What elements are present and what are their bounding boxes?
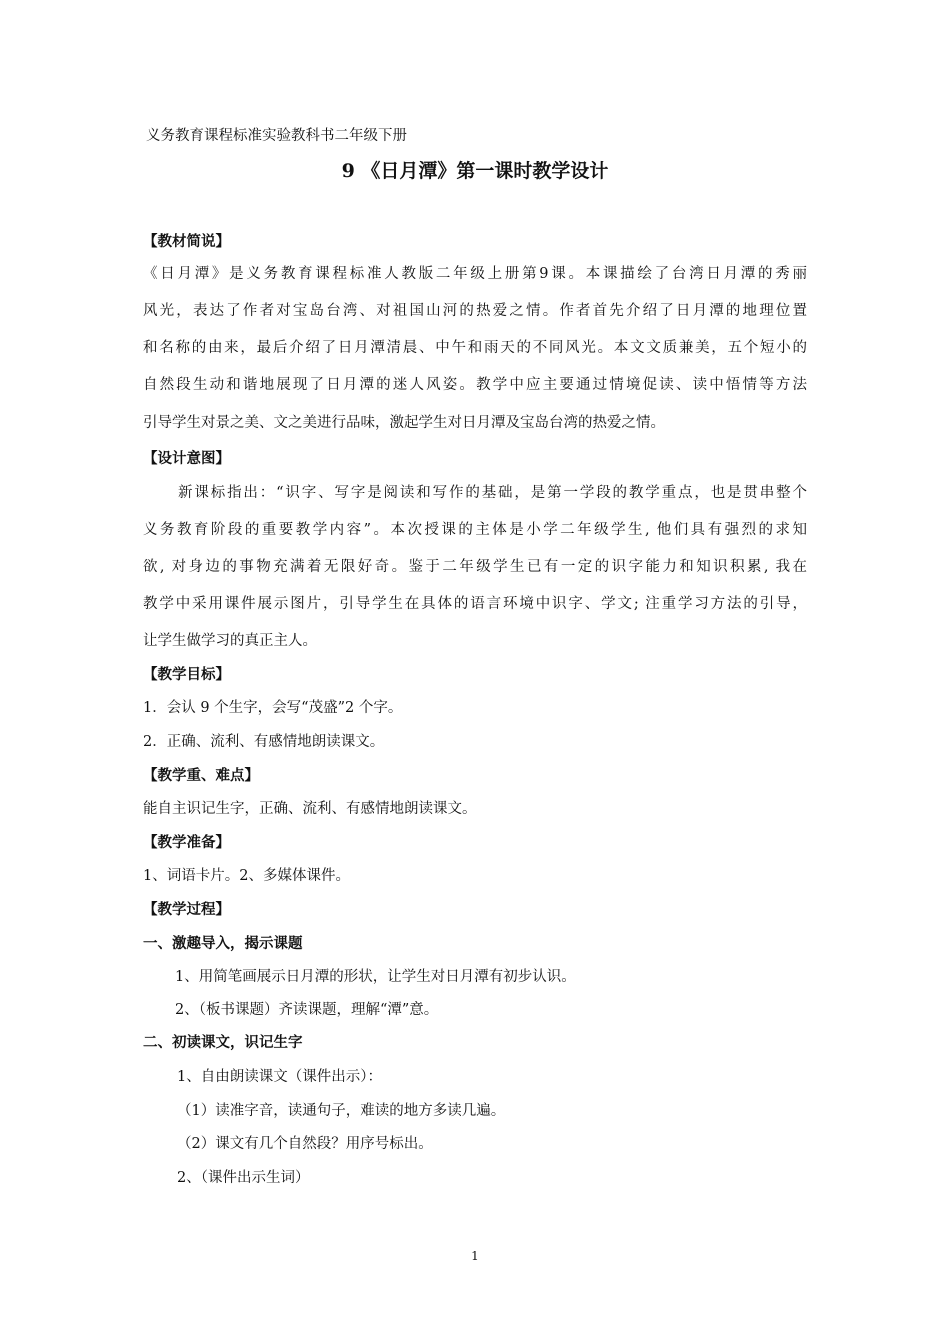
intent-line-4: 教学中采用课件展示图片，引导学生在具体的语言环境中识字、学文; 注重学习方法的引导， [143,596,807,612]
section-heading-process: 【教学过程】 [143,901,230,918]
section-heading-goals: 【教学目标】 [143,666,230,683]
process-part2-subitem-1: （1）读准字音，读通句子，难读的地方多读几遍。 [177,1103,506,1119]
intent-line-2: 义务教育阶段的重要教学内容”。本次授课的主体是小学二年级学生, 他们具有强烈的求知 [143,522,807,538]
material-line-4: 自然段生动和谐地展现了日月潭的迷人风姿。教学中应主要通过情境促读、读中悟情等方法 [143,377,807,393]
process-part2-heading: 二、初读课文，识记生字 [143,1034,303,1051]
document-subtitle: 义务教育课程标准实验教科书二年级下册 [146,128,407,144]
prep-text: 1、词语卡片。2、多媒体课件。 [143,868,350,884]
material-line-2: 风光，表达了作者对宝岛台湾、对祖国山河的热爱之情。作者首先介绍了日月潭的地理位置 [143,303,807,319]
material-line-1: 《日月潭》是义务教育课程标准人教版二年级上册第9课。本课描绘了台湾日月潭的秀丽 [143,266,807,282]
process-part1-heading: 一、激趣导入，揭示课题 [143,935,303,952]
process-part2-step-1: 1、自由朗读课文（课件出示）： [177,1069,382,1085]
intent-line-3: 欲, 对身边的事物充满着无限好奇。鉴于二年级学生已有一定的识字能力和知识积累, 我在 [143,559,807,575]
section-heading-intent: 【设计意图】 [143,450,230,467]
goal-item-2: 2．正确、流利、有感情地朗读课文。 [143,734,385,750]
intent-line-5: 让学生做学习的真正主人。 [143,633,317,649]
process-part1-item-2: 2、（板书课题）齐读课题，理解“潭”意。 [175,1002,439,1018]
section-heading-prep: 【教学准备】 [143,834,230,851]
keypoints-text: 能自主识记生字，正确、流利、有感情地朗读课文。 [143,801,477,817]
process-part2-subitem-2: （2）课文有几个自然段？用序号标出。 [177,1136,433,1152]
section-heading-keypoints: 【教学重、难点】 [143,767,259,784]
section-heading-material: 【教材简说】 [143,233,230,250]
goal-item-1: 1．会认 9 个生字，会写“茂盛”2 个字。 [143,700,403,716]
page-number: 1 [471,1249,479,1263]
document-title: 9 《日月潭》第一课时教学设计 [341,160,609,182]
process-part2-step-2: 2、（课件出示生词） [177,1170,310,1186]
intent-line-1: 新课标指出：“识字、写字是阅读和写作的基础，是第一学段的教学重点，也是贯串整个 [178,485,807,501]
material-line-5: 引导学生对景之美、文之美进行品味，激起学生对日月潭及宝岛台湾的热爱之情。 [143,415,665,431]
material-line-3: 和名称的由来，最后介绍了日月潭清晨、中午和雨天的不同风光。本文文质兼美，五个短小的 [143,340,807,356]
process-part1-item-1: 1、用简笔画展示日月潭的形状，让学生对日月潭有初步认识。 [175,969,576,985]
